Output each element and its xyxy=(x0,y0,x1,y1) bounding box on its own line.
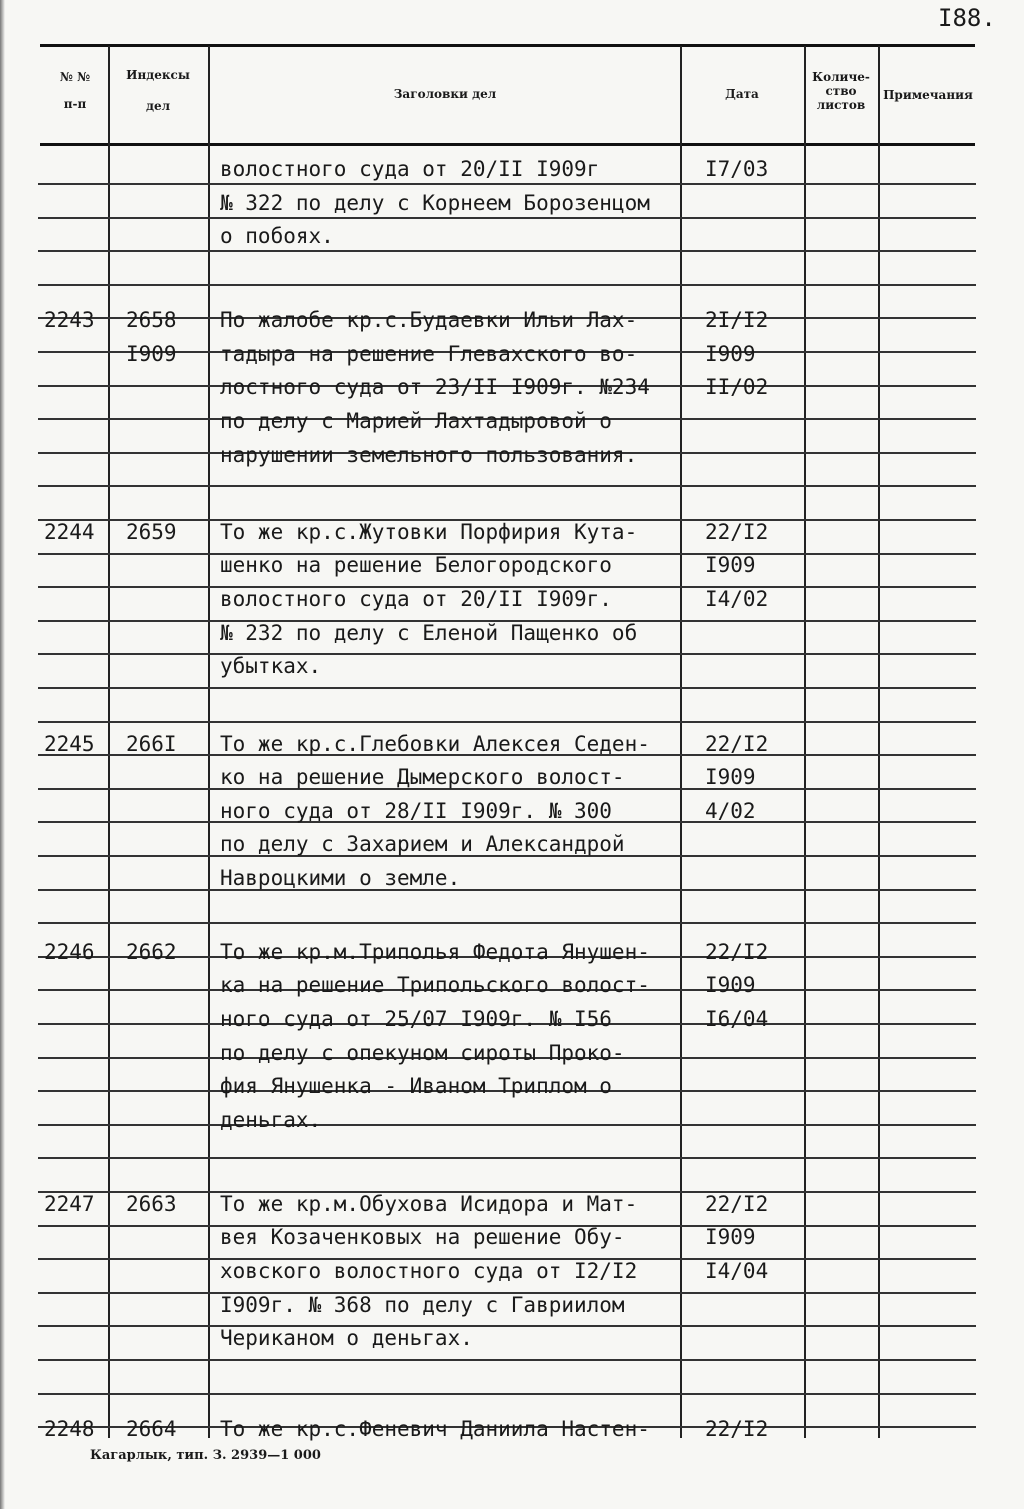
header-title: Заголовки дел xyxy=(393,87,497,101)
entry-date: I6/04 xyxy=(705,1007,769,1032)
entry-date: 22/I2 xyxy=(705,1417,769,1441)
printer-imprint: Кагарлык, тип. З. 2939—1 000 xyxy=(90,1448,321,1463)
entry-number: 2244 xyxy=(44,519,95,544)
entry-title-line: I909г. № 368 по делу с Гавриилом xyxy=(220,1292,625,1317)
header-bottom-rule xyxy=(40,143,975,146)
entry-date: 22/I2 xyxy=(705,1191,769,1216)
entry-date: II/02 xyxy=(705,375,769,400)
entry-date: I4/04 xyxy=(705,1259,769,1284)
entry-title-line: То же кр.с.Жутовки Порфирия Кута- xyxy=(220,519,638,544)
ruled-line xyxy=(38,485,976,487)
ruled-line xyxy=(38,889,976,891)
entry-title-line: волостного суда от 20/II I909г. xyxy=(220,587,612,612)
ruled-line xyxy=(38,250,976,252)
entry-date: I7/03 xyxy=(705,157,769,181)
column-divider-index xyxy=(208,46,210,1438)
column-divider-sheets xyxy=(878,46,880,1438)
entry-date: I909 xyxy=(705,1225,756,1250)
entry-date: I909 xyxy=(705,765,756,790)
entry-title-line: Навроцкими о земле. xyxy=(220,865,461,890)
entry-title-line: То же кр.м.Обухова Исидора и Мат- xyxy=(220,1191,638,1216)
ruled-line xyxy=(38,183,976,185)
entry-index: 2663 xyxy=(126,1191,177,1216)
entry-number: 2243 xyxy=(44,308,95,333)
entry-title-line: № 322 по делу с Корнеем Борозенцом xyxy=(220,190,650,215)
entry-date: 2I/I2 xyxy=(705,308,769,333)
header-notes: Примечания xyxy=(883,88,973,102)
header-sheets: Количе- ство листов xyxy=(812,70,870,112)
ruled-line xyxy=(38,1157,976,1159)
entry-title-line: Чериканом о деньгах. xyxy=(220,1326,473,1351)
ruled-line xyxy=(38,653,976,655)
entry-title-line: По жалобе кр.с.Будаевки Ильи Лах- xyxy=(220,308,638,333)
ruled-line xyxy=(38,1124,976,1126)
entry-number: 2247 xyxy=(44,1191,95,1216)
ruled-line xyxy=(38,687,976,689)
entry-title-line: То же кр.с.Глебовки Алексея Седен- xyxy=(220,731,650,756)
entry-date: I909 xyxy=(705,553,756,578)
ruled-line xyxy=(38,922,976,924)
entry-title-line: ного суда от 28/II I909г. № 300 xyxy=(220,798,612,823)
ruled-line xyxy=(38,1393,976,1395)
header-top-rule xyxy=(40,44,975,47)
entry-date: I909 xyxy=(705,973,756,998)
entry-date: I4/02 xyxy=(705,587,769,612)
entry-title-line: То же кр.с.Феневич Даниила Настен- xyxy=(220,1417,650,1441)
header-index: Индексы дел xyxy=(126,68,190,113)
entry-title-line: вея Козаченковых на решение Обу- xyxy=(220,1225,625,1250)
entry-title-line: о побоях. xyxy=(220,224,334,249)
entry-date: 4/02 xyxy=(705,798,756,823)
entry-title-line: нарушении земельного пользования. xyxy=(220,442,638,467)
entry-title-line: № 232 по делу с Еленой Пащенко об xyxy=(220,620,638,645)
entry-date: 22/I2 xyxy=(705,731,769,756)
header-date: Дата xyxy=(725,87,759,101)
page-edge-shadow xyxy=(0,0,5,1509)
entry-index: 2664 xyxy=(126,1417,177,1441)
column-divider-num xyxy=(108,46,110,1438)
entry-title-line: шенко на решение Белогородского xyxy=(220,553,612,578)
entry-title-line: ка на решение Трипольского волост- xyxy=(220,973,650,998)
entry-title-line: тадыра на решение Глевахского во- xyxy=(220,341,638,366)
ruled-line xyxy=(38,721,976,723)
ruled-line xyxy=(38,1359,976,1361)
entry-index: 266I xyxy=(126,731,177,756)
entry-title-line: по делу с Захарием и Александрой xyxy=(220,832,625,857)
entry-title-line: по делу с Марией Лахтадыровой о xyxy=(220,409,612,433)
column-divider-date xyxy=(804,46,806,1438)
entry-index: 2659 xyxy=(126,519,177,544)
header-num: № № п-п xyxy=(59,70,91,111)
entry-index: 2662 xyxy=(126,939,177,964)
entry-title-line: То же кр.м.Триполья Федота Янушен- xyxy=(220,939,650,964)
entry-title-line: лостного суда от 23/II I909г. №234 xyxy=(220,375,650,400)
entry-number: 2248 xyxy=(44,1417,95,1441)
ruled-line xyxy=(38,1325,976,1327)
entry-date: 22/I2 xyxy=(705,939,769,964)
entry-title-line: ховского волостного суда от I2/I2 xyxy=(220,1259,638,1284)
ruled-line xyxy=(38,284,976,286)
page-number: I88. xyxy=(938,4,996,32)
entry-date: I909 xyxy=(705,341,756,366)
entry-title-line: по делу с опекуном сироты Проко- xyxy=(220,1040,625,1065)
entry-title-line: убытках. xyxy=(220,654,322,679)
entry-title-line: ного суда от 25/07 I909г. № I56 xyxy=(220,1007,612,1032)
entry-title-line: фия Янушенка - Иваном Триплом о xyxy=(220,1074,612,1099)
entry-title-line: ко на решение Дымерского волост- xyxy=(220,765,625,790)
entry-number: 2245 xyxy=(44,731,95,756)
ruled-line xyxy=(38,217,976,219)
entry-index: 2658 xyxy=(126,308,177,333)
entry-title-line: деньгах. xyxy=(220,1107,322,1132)
entry-title-line: волостного суда от 20/II I909г xyxy=(220,157,600,181)
entry-date: 22/I2 xyxy=(705,519,769,544)
entry-index: I909 xyxy=(126,341,177,366)
column-divider-title xyxy=(680,46,682,1438)
entry-number: 2246 xyxy=(44,939,95,964)
